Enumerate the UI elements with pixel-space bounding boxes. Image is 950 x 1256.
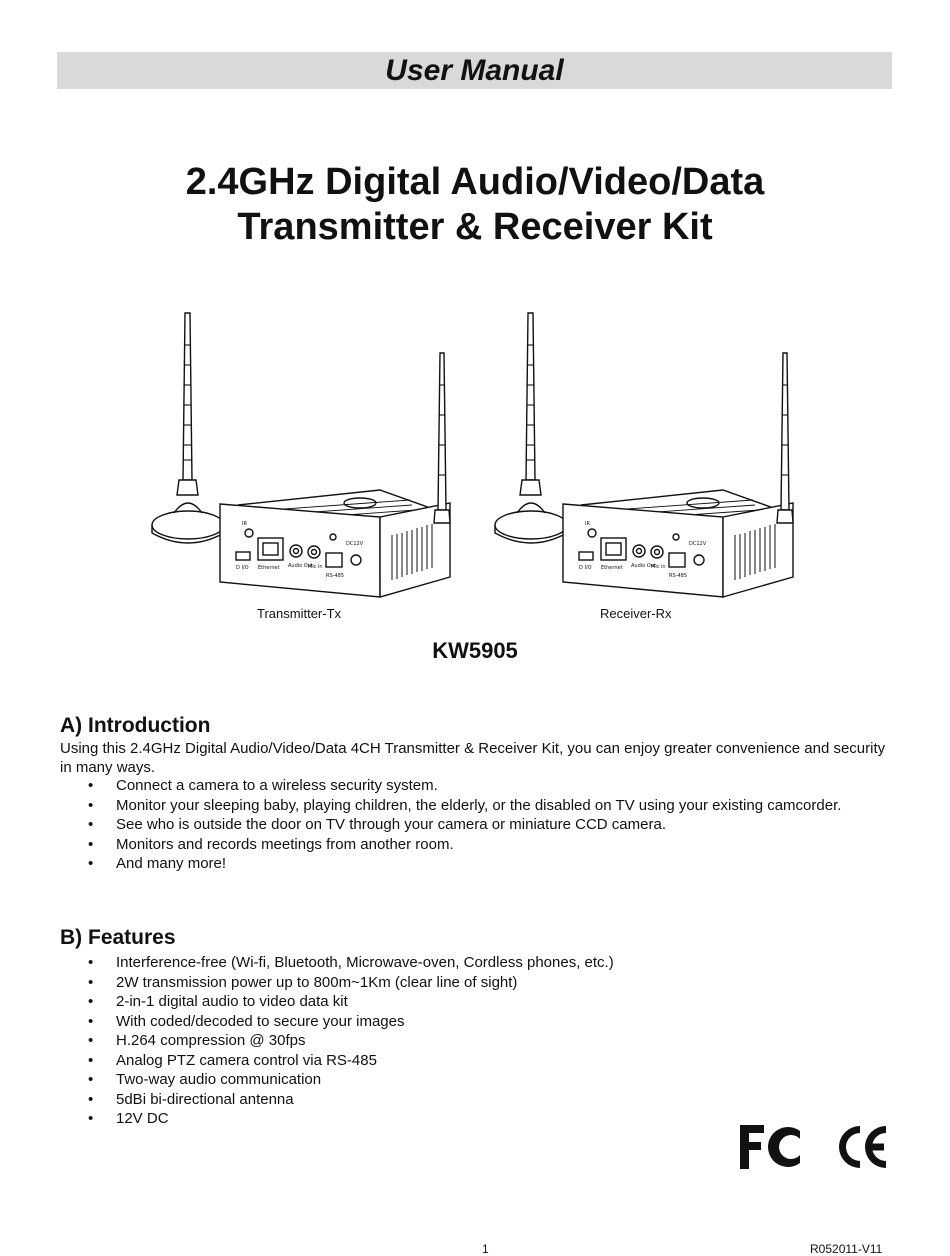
rx-ethernet-label: Ethernet (601, 565, 623, 571)
rx-mic-in-label: Mic in (651, 564, 666, 570)
receiver-caption: Receiver-Rx (600, 606, 672, 621)
list-item: • And many more! (60, 854, 900, 874)
rx-rs485-label: RS-485 (669, 573, 687, 579)
list-item: • Monitors and records meetings from another room. (60, 835, 900, 855)
list-item: • 12V DC (60, 1109, 900, 1129)
ce-logo-icon (839, 1126, 886, 1168)
tx-audio-out-label: Audio Out (288, 563, 313, 569)
list-item: • H.264 compression @ 30fps (60, 1031, 900, 1051)
features-list (60, 953, 900, 1129)
rx-dc12v-label: DC12V (689, 541, 707, 547)
list-item: • Connect a camera to a wireless security system. (60, 776, 900, 796)
list-item: • Analog PTZ camera control via RS-485 (60, 1051, 900, 1071)
page-number: 1 (482, 1242, 489, 1256)
list-item: • Monitor your sleeping baby, playing children, the elderly, or the disabled on TV using your existing camcorder. (60, 796, 900, 816)
features-heading: B) Features (60, 926, 176, 949)
header-label: User Manual (385, 53, 564, 87)
title-line-1: 2.4GHz Digital Audio/Video/Data (185, 161, 765, 203)
introduction-heading: A) Introduction (60, 714, 211, 737)
rx-ir-label: IR (585, 521, 590, 527)
list-item: • Interference-free (Wi-fi, Bluetooth, Microwave-oven, Cordless phones, etc.) (60, 953, 900, 973)
revision-code: R052011-V11 (810, 1242, 883, 1256)
list-item: • With coded/decoded to secure your images (60, 1012, 900, 1032)
rx-audio-out-label: Audio Out (631, 563, 656, 569)
transmitter-illustration (150, 305, 460, 605)
list-item: • 2W transmission power up to 800m~1Km (clear line of sight) (60, 973, 900, 993)
list-item: • 5dBi bi-directional antenna (60, 1090, 900, 1110)
header-bar (57, 52, 892, 89)
list-item: • 2-in-1 digital audio to video data kit (60, 992, 900, 1012)
document-title (0, 160, 950, 250)
fcc-logo-icon (740, 1125, 800, 1169)
receiver-illustration (493, 305, 803, 605)
transmitter-caption: Transmitter-Tx (257, 606, 342, 621)
tx-mic-in-label: Mic in (308, 564, 323, 570)
introduction-list (60, 776, 900, 874)
tx-dc12v-label: DC12V (346, 541, 364, 547)
title-line-2: Transmitter & Receiver Kit (237, 206, 713, 248)
tx-ir-label: IR (242, 521, 247, 527)
list-item: • Two-way audio communication (60, 1070, 900, 1090)
rx-dio-label: D I/O (579, 565, 592, 571)
model-number: KW5905 (432, 638, 518, 663)
tx-dio-label: D I/O (236, 565, 249, 571)
list-item: • See who is outside the door on TV through your camera or miniature CCD camera. (60, 815, 900, 835)
introduction-paragraph: Using this 2.4GHz Digital Audio/Video/Data 4CH Transmitter & Receiver Kit, you can enjoy greater convenience and security in many ways. (60, 740, 886, 776)
tx-ethernet-label: Ethernet (258, 565, 280, 571)
tx-rs485-label: RS-485 (326, 573, 344, 579)
certification-logos (738, 1122, 888, 1177)
